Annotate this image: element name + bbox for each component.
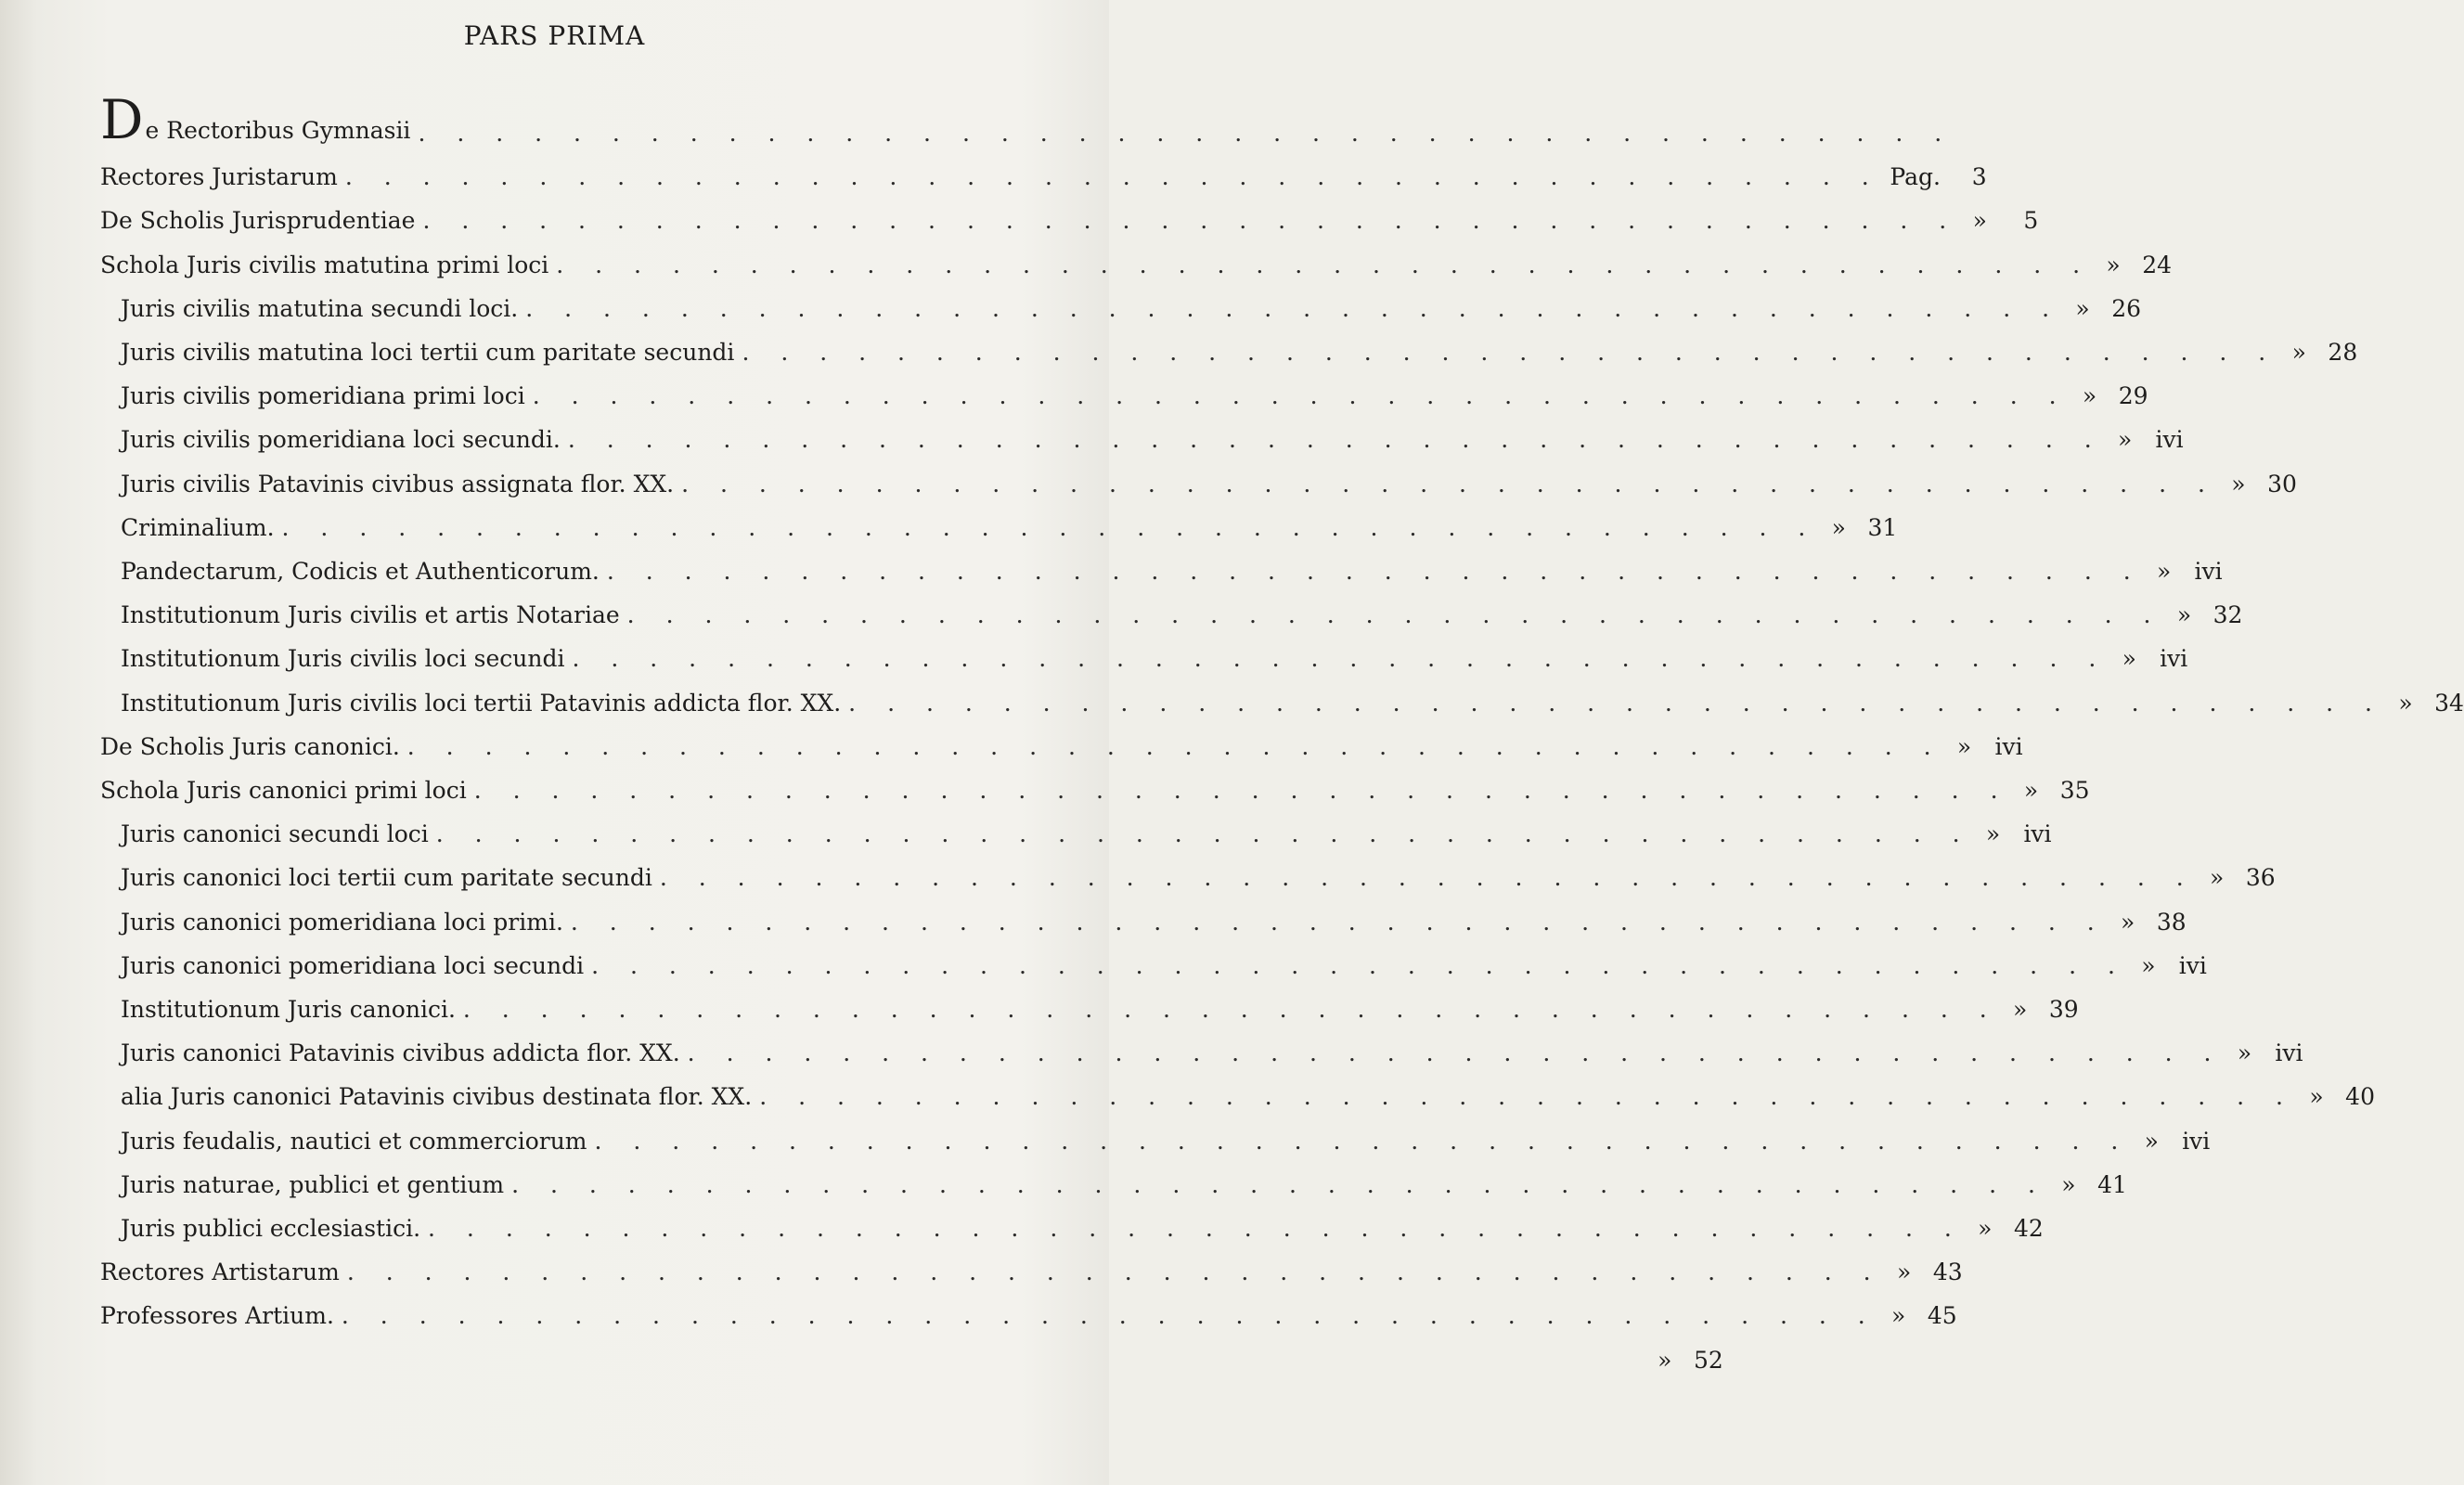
ditto-mark: » — [2106, 251, 2121, 278]
toc-entry-title: Juris canonici pomeridiana loci secundi — [121, 951, 585, 979]
dot-leader: . . . . . . . . . . . . . . . . . . . . . . . . . . . . . . . . . . . . . . . . — [556, 251, 2093, 278]
toc-page-number: ivi — [2275, 1040, 2303, 1067]
toc-page-number: ivi — [2194, 558, 2223, 585]
dot-leader: . . . . . . . . . . . . . . . . . . . . . . . . . . . . . . . . . . . . . . . . — [659, 864, 2196, 892]
ditto-mark: » — [2291, 339, 2306, 366]
dot-leader: . . . . . . . . . . . . . . . . . . . . . . . . . . . . . . . . . . . . . . . . — [848, 689, 2384, 717]
dot-leader: . . . . . . . . . . . . . . . . . . . . . . . . . . . . . . . . . . . . . . . . — [525, 294, 2062, 322]
ditto-mark: » — [2176, 601, 2192, 629]
toc-entry-title: Juris civilis matutina secundi loci. — [121, 294, 519, 322]
toc-page-number: 39 — [2048, 996, 2079, 1023]
dot-leader: . . . . . . . . . . . . . . . . . . . . . . . . . . . . . . . . . . . . . . . . — [418, 120, 1954, 147]
toc-entry-title: Juris canonici pomeridiana loci primi. — [121, 908, 563, 936]
dot-leader: . . . . . . . . . . . . . . . . . . . . . . . . . . . . . . . . . . . . . . . . — [511, 1170, 2047, 1198]
dot-leader: . . . . . . . . . . . . . . . . . . . . . . . . . . . . . . . . . . . . . . . . — [594, 1127, 2131, 1155]
toc-page-number: 30 — [2267, 470, 2297, 497]
toc-entry — [110, 504, 1898, 541]
toc-entry — [100, 767, 2090, 804]
toc-entry — [110, 416, 2184, 454]
dot-leader: . . . . . . . . . . . . . . . . . . . . . . . . . . . . . . . . . . . . . . . . — [406, 732, 1943, 760]
toc-page-number: 26 — [2111, 294, 2142, 322]
toc-entry — [110, 810, 2052, 848]
toc-page-number: 32 — [2212, 601, 2243, 629]
dot-leader: . . . . . . . . . . . . . . . . . . . . . . . . . . . . . . . . . . . . . . . . — [346, 1259, 1883, 1286]
toc-entry — [110, 329, 2358, 366]
dot-leader: . . . . . . . . . . . . . . . . . . . . . . . . . . . . . . . . . . . . . . . . — [681, 470, 2217, 497]
dot-leader: . . . . . . . . . . . . . . . . . . . . . . . . . . . . . . . . . . . . . . . . — [570, 908, 2107, 936]
toc-page-number: 42 — [2014, 1215, 2044, 1242]
toc-entry — [110, 591, 2243, 629]
dot-leader: . . . . . . . . . . . . . . . . . . . . . . . . . . . . . . . . . . . . . . . . — [344, 163, 1881, 191]
ditto-mark: » — [2237, 1040, 2252, 1067]
toc-page-number: 24 — [2142, 251, 2173, 278]
toc-entry — [100, 1248, 1963, 1286]
dot-leader: . . . . . . . . . . . . . . . . . . . . . . . . . . . . . . . . . . . . . . . . — [422, 207, 1959, 235]
ditto-mark: » — [2157, 558, 2172, 585]
toc-entry-title — [100, 88, 411, 151]
toc-entry-title: Institutionum Juris civilis loci tertii Patavinis addicta flor. XX. — [121, 689, 842, 717]
toc-entry — [110, 986, 2079, 1023]
dot-leader: . . . . . . . . . . . . . . . . . . . . . . . . . . . . . . . . . . . . . . . . — [606, 558, 2143, 585]
dot-leader: . . . . . . . . . . . . . . . . . . . . . . . . . . . . . . . . . . . . . . . . — [428, 1215, 1964, 1242]
toc-entry-title: De Scholis Juris canonici. — [100, 732, 400, 760]
toc-entry — [110, 460, 2297, 497]
ditto-mark: » — [1985, 820, 2001, 848]
dot-leader: . . . . . . . . . . . . . . . . . . . . . . . . . . . . . . . . . . . . . . . . — [591, 951, 2127, 979]
toc-entry — [100, 241, 2173, 278]
toc-page-number: 36 — [2245, 864, 2276, 892]
toc-entry — [100, 723, 2023, 760]
dot-leader: . . . . . . . . . . . . . . . . . . . . . . . . . . . . . . . . . . . . . . . . — [435, 820, 1972, 848]
dot-leader: . . . . . . . . . . . . . . . . . . . . . . . . . . . . . . . . . . . . . . . . — [759, 1083, 2295, 1111]
ditto-mark: » — [1956, 732, 1972, 760]
toc-page-number: 28 — [2328, 339, 2358, 366]
toc-entry-title: Juris naturae, publici et gentium — [121, 1170, 505, 1198]
page-title: PARS PRIMA — [463, 20, 646, 51]
toc-entry — [110, 1205, 2044, 1242]
toc-page-number: 38 — [2156, 908, 2187, 936]
toc-entry-title: Institutionum Juris civilis loci secundi — [121, 645, 565, 673]
toc-page-number: 5 — [2023, 207, 2039, 235]
toc-entry — [110, 898, 2187, 936]
toc-entry-title-rest: e Rectoribus Gymnasii — [145, 117, 411, 144]
ditto-mark: » — [2231, 470, 2246, 497]
toc-entry-title: Juris canonici Patavinis civibus addicta flor. XX. — [121, 1040, 680, 1067]
ditto-mark: » — [2082, 382, 2097, 410]
toc-entry-title: alia Juris canonici Patavinis civibus destinata flor. XX. — [121, 1083, 753, 1111]
ditto-mark: » — [2118, 426, 2133, 454]
dot-leader: . . . . . . . . . . . . . . . . . . . . . . . . . . . . . . . . . . . . . . . . — [687, 1040, 2224, 1067]
toc-page-number: 34 — [2434, 689, 2464, 717]
toc-entry-title: Juris canonici loci tertii cum paritate secundi — [121, 864, 652, 892]
toc-entry-title: Rectores Juristarum — [100, 163, 338, 191]
toc-page-number: ivi — [2023, 820, 2052, 848]
toc-page-number: 35 — [2059, 777, 2090, 804]
toc-entry — [110, 1117, 2211, 1155]
toc-entry-title: Juris civilis Patavinis civibus assignata flor. XX. — [121, 470, 675, 497]
toc-entry — [100, 88, 1954, 151]
toc-entry-title: Schola Juris canonici primi loci — [100, 777, 467, 804]
toc-page-number: ivi — [2182, 1127, 2211, 1155]
ditto-mark: » — [1658, 1346, 1672, 1374]
dot-leader: . . . . . . . . . . . . . . . . . . . . . . . . . . . . . . . . . . . . . . . . — [462, 996, 1999, 1023]
toc-entry-title: De Scholis Jurisprudentiae — [100, 207, 416, 235]
toc-page-number: ivi — [2178, 951, 2207, 979]
toc-entry — [110, 1161, 2127, 1198]
toc-entry — [100, 1336, 1723, 1374]
dot-leader: . . . . . . . . . . . . . . . . . . . . . . . . . . . . . . . . . . . . . . . . — [473, 777, 2010, 804]
ditto-mark: » — [2013, 996, 2028, 1023]
ditto-mark: » — [2075, 294, 2090, 322]
toc-entry — [110, 679, 2464, 717]
toc-page-number: 52 — [1693, 1346, 1723, 1374]
toc-entry — [110, 942, 2207, 979]
ditto-mark: » — [1831, 513, 1846, 541]
toc-entry-title: Professores Artium. — [100, 1302, 334, 1330]
toc-entry — [110, 1029, 2303, 1067]
toc-page-number: 41 — [2097, 1170, 2127, 1198]
toc-entry-title: Juris feudalis, nautici et commerciorum — [121, 1127, 587, 1155]
ditto-mark: » — [2121, 908, 2135, 936]
ditto-mark: » — [1978, 1215, 1993, 1242]
toc-page-number: ivi — [2160, 645, 2188, 673]
toc-entry-title: Juris canonici secundi loci — [121, 820, 429, 848]
ditto-mark: » — [2144, 1127, 2159, 1155]
toc-page-number: 29 — [2118, 382, 2148, 410]
toc-entry — [110, 285, 2142, 322]
toc-entry — [110, 548, 2223, 585]
ditto-mark: » — [2141, 951, 2156, 979]
toc-entry-title: Institutionum Juris civilis et artis Notariae — [121, 601, 620, 629]
dot-leader: . . . . . . . . . . . . . . . . . . . . . . . . . . . . . . . . . . . . . . . . — [567, 426, 2104, 454]
ditto-mark: » — [1896, 1259, 1912, 1286]
toc-entry — [100, 153, 1987, 191]
toc-entry-title: Juris publici ecclesiastici. — [121, 1215, 421, 1242]
ditto-mark: Pag. — [1890, 163, 1941, 191]
toc-entry-title: Institutionum Juris canonici. — [121, 996, 456, 1023]
toc-page-number: 3 — [1971, 163, 1987, 191]
toc-entry — [110, 1073, 2375, 1111]
toc-page-number: 43 — [1932, 1259, 1963, 1286]
ditto-mark: » — [2398, 689, 2413, 717]
dot-leader: . . . . . . . . . . . . . . . . . . . . . . . . . . . . . . . . . . . . . . . . — [341, 1302, 1877, 1330]
toc-entry — [100, 1292, 1957, 1330]
dot-leader: . . . . . . . . . . . . . . . . . . . . . . . . . . . . . . . . . . . . . . . . — [742, 339, 2278, 366]
ditto-mark: » — [2122, 645, 2136, 673]
dot-leader: . . . . . . . . . . . . . . . . . . . . . . . . . . . . . . . . . . . . . . . . — [626, 601, 2163, 629]
ditto-mark: » — [2309, 1083, 2324, 1111]
toc-page-number: 31 — [1867, 513, 1898, 541]
ditto-mark: » — [1891, 1302, 1906, 1330]
toc-entry-title: Schola Juris civilis matutina primi loci — [100, 251, 549, 278]
ditto-mark: » — [1972, 207, 1987, 235]
toc-entry — [110, 372, 2148, 410]
ditto-mark: » — [2210, 864, 2225, 892]
dot-leader: . . . . . . . . . . . . . . . . . . . . . . . . . . . . . . . . . . . . . . . . — [572, 645, 2109, 673]
toc-entry-title: Pandectarum, Codicis et Authenticorum. — [121, 558, 600, 585]
toc-entry — [110, 854, 2276, 892]
dot-leader: . . . . . . . . . . . . . . . . . . . . . . . . . . . . . . . . . . . . . . . . — [532, 382, 2069, 410]
toc-page-number: 45 — [1927, 1302, 1957, 1330]
toc-entry-title: Criminalium. — [121, 513, 275, 541]
drop-cap: D — [100, 88, 144, 151]
toc-entry-title: Rectores Artistarum — [100, 1259, 340, 1286]
toc-entry-title: Juris civilis matutina loci tertii cum paritate secundi — [121, 339, 735, 366]
ditto-mark: » — [2061, 1170, 2076, 1198]
toc-entry-title: Juris civilis pomeridiana loci secundi. — [121, 426, 561, 454]
toc-entry-title: Juris civilis pomeridiana primi loci — [121, 382, 525, 410]
toc-page-number: ivi — [1994, 732, 2023, 760]
toc-page-number: 40 — [2345, 1083, 2375, 1111]
toc-entry — [110, 635, 2188, 673]
ditto-mark: » — [2023, 777, 2039, 804]
dot-leader: . . . . . . . . . . . . . . . . . . . . . . . . . . . . . . . . . . . . . . . . — [281, 513, 1818, 541]
toc-entry — [100, 197, 2039, 235]
toc-page-number: ivi — [2155, 426, 2184, 454]
